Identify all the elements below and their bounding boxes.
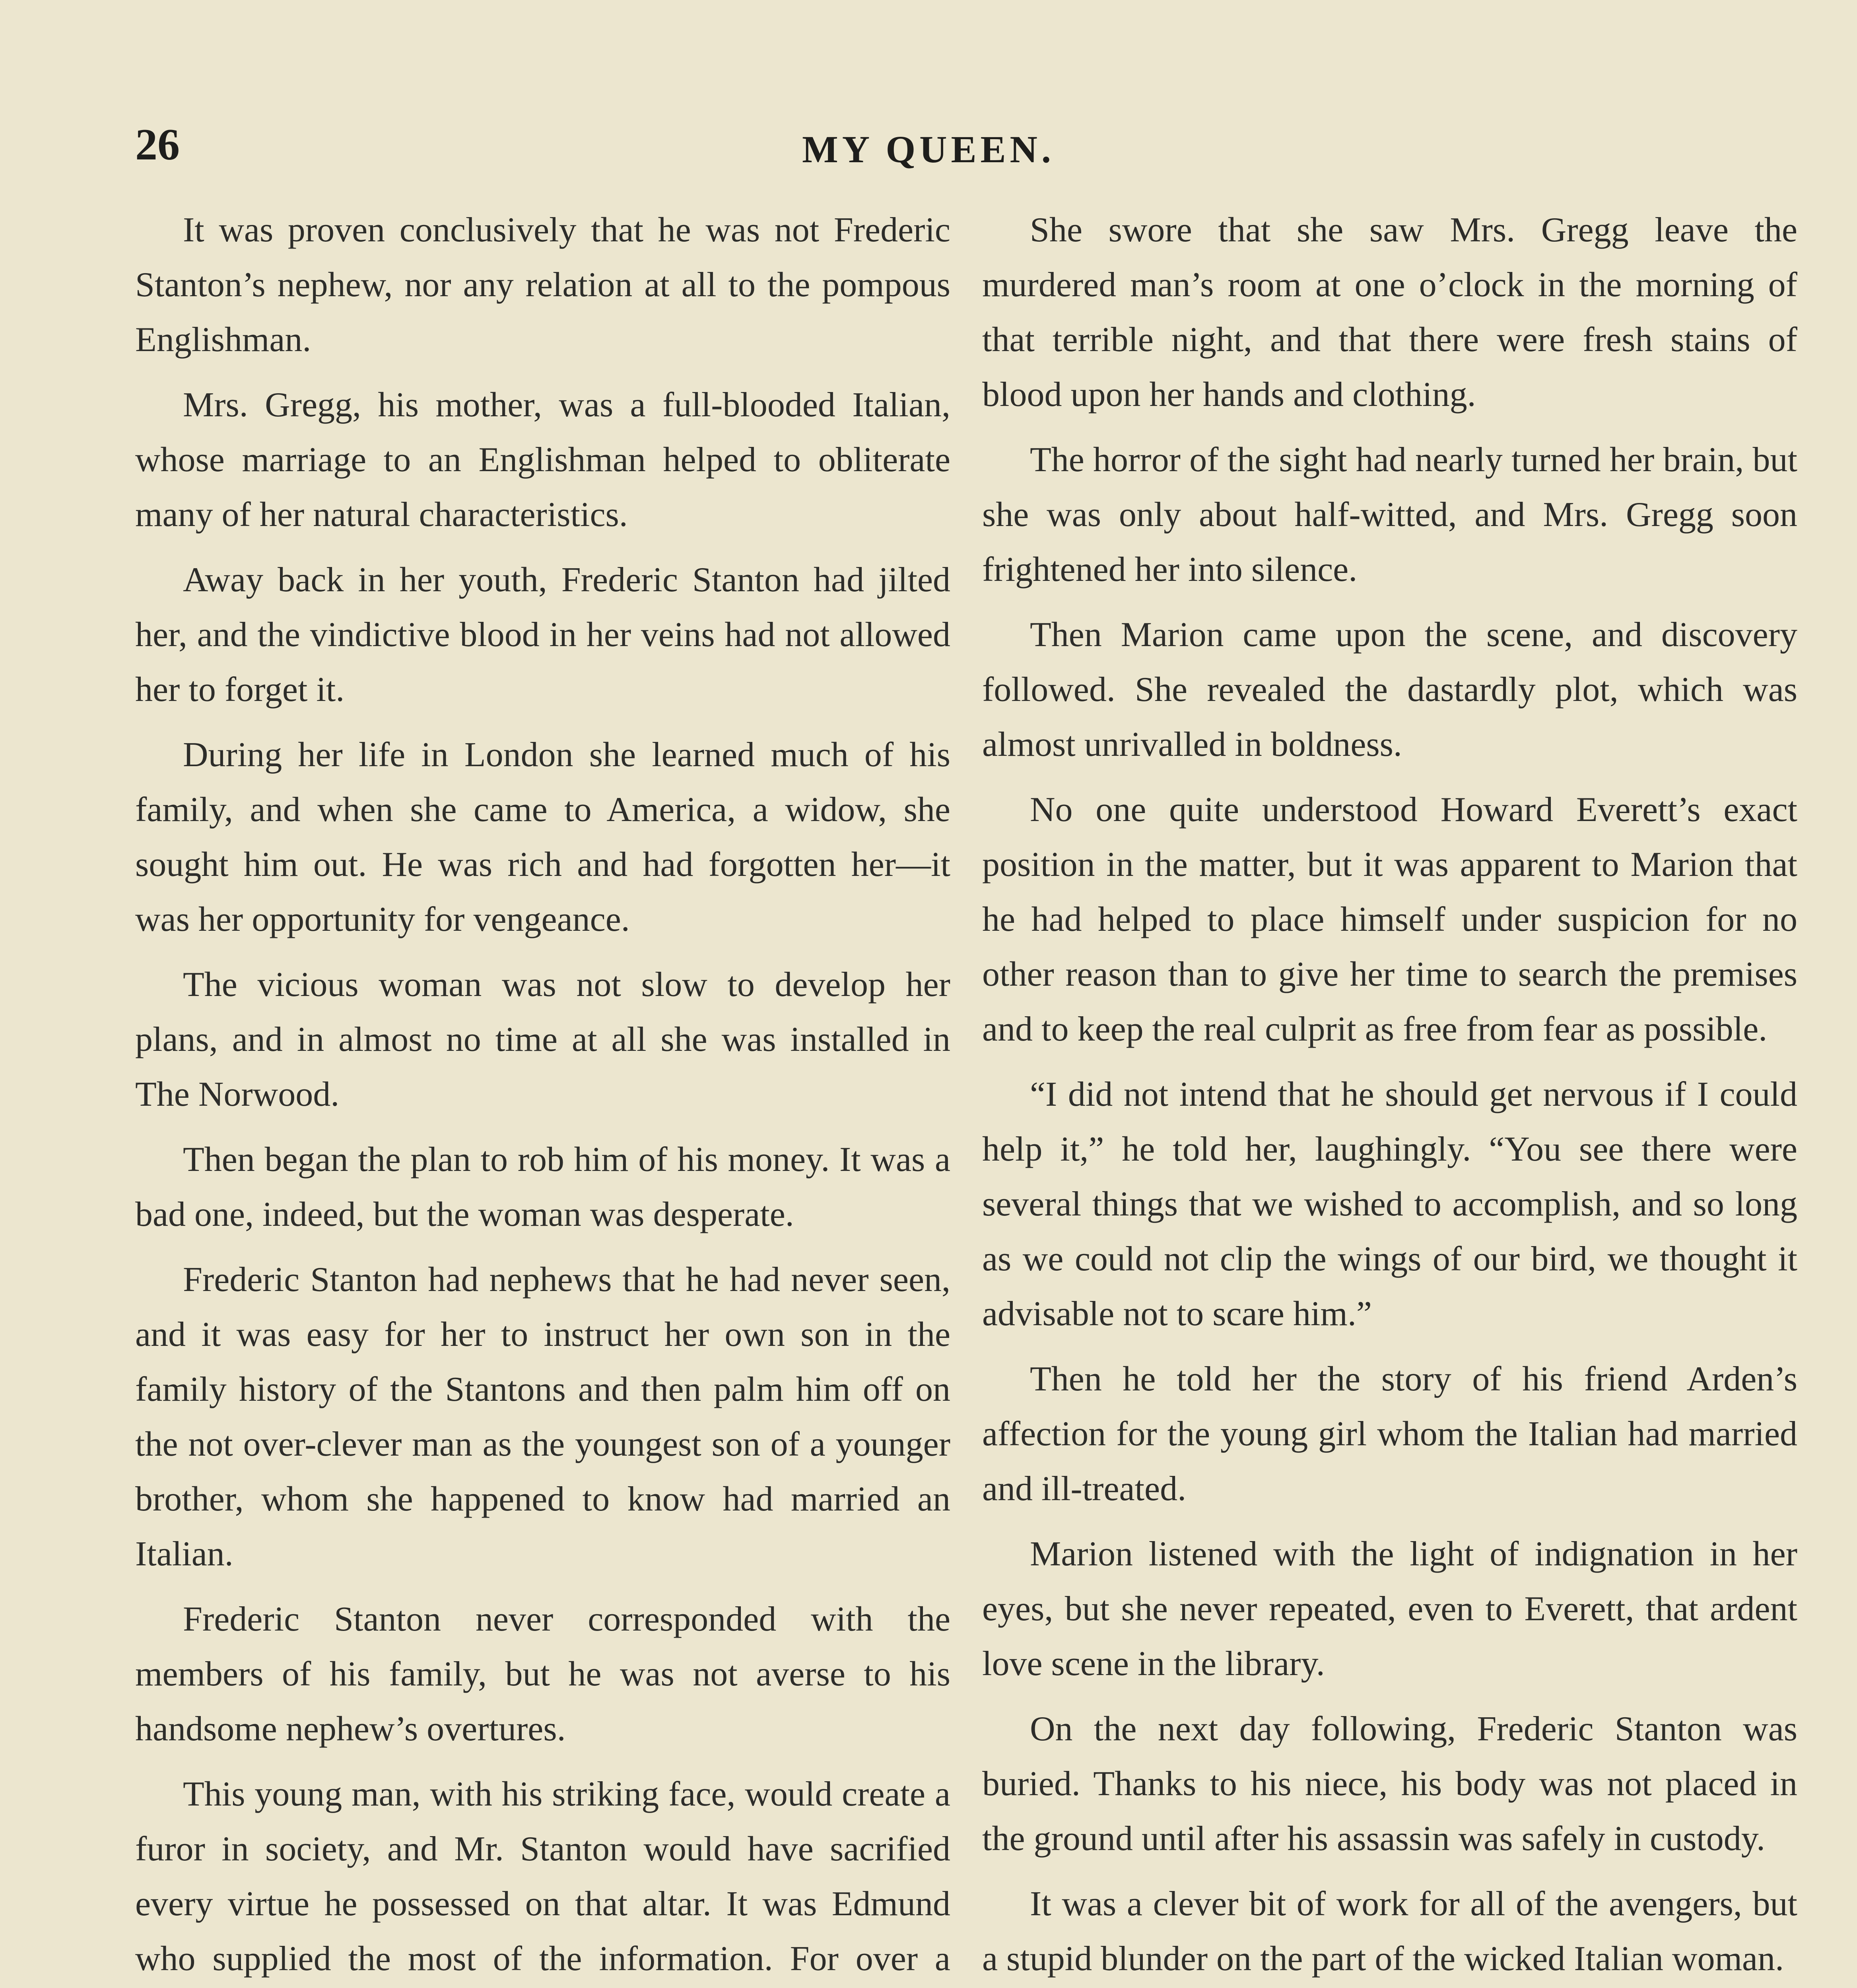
paragraph: The vicious woman was not slow to develop her plans, and in almost no time at all she was installed in The Norwood. <box>135 965 950 1114</box>
paragraph: She swore that she saw Mrs. Gregg leave the murdered man’s room at one o’clock in the morning of that terrible night, and that there were fresh stains of blood upon her hands and clothing. <box>982 211 1797 414</box>
paragraph: This young man, with his striking face, would create a furor in society, and Mr. Stanton would have sacrified every virtue he possessed on that altar. It was Edmund who supplied the most of the information. For over a <box>135 1775 950 1978</box>
page-number: 26 <box>135 120 180 169</box>
paragraph: Mrs. Gregg, his mother, was a full-blooded Italian, whose marriage to an Englishman helped to obliterate many of her natural characteristics. <box>135 386 950 534</box>
paragraph: Frederic Stanton never corresponded with the members of his family, but he was not averse to his handsome nephew’s overtures. <box>135 1600 950 1748</box>
paragraph: Away back in her youth, Frederic Stanton had jilted her, and the vindictive blood in her veins had not allowed her to forget it. <box>135 561 950 709</box>
paragraph: Then Marion came upon the scene, and discovery followed. She revealed the dastardly plot, which was almost unrivalled in boldness. <box>982 615 1797 764</box>
paragraph: Marion listened with the light of indignation in her eyes, but she never repeated, even to Everett, that ardent love scene in the library. <box>982 1535 1797 1683</box>
running-title: MY QUEEN. <box>802 128 1055 171</box>
paragraph: Then began the plan to rob him of his money. It was a bad one, indeed, but the woman was desperate. <box>135 1140 950 1234</box>
right-text-column <box>982 203 1797 1988</box>
paragraph: It was a clever bit of work for all of the avengers, but a stupid blunder on the part of the wicked Italian woman. <box>982 1885 1797 1978</box>
paragraph: On the next day following, Frederic Stanton was buried. Thanks to his niece, his body was not placed in the ground until after his assassin was safely in custody. <box>982 1710 1797 1858</box>
paragraph: Then he told her the story of his friend Arden’s affection for the young girl whom the Italian had married and ill-treated. <box>982 1360 1797 1508</box>
paragraph: Frederic Stanton had nephews that he had never seen, and it was easy for her to instruct her own son in the family history of the Stantons and then palm him off on the not over-clever man as the youngest son of a younger brother, whom she happened to know had married an Italian. <box>135 1260 950 1573</box>
paragraph: “I did not intend that he should get nervous if I could help it,” he told her, laughingly. “You see there were several things that we wished to accomplish, and so long as we could not clip the wings of our bird, we thought it advisable not to scare him.” <box>982 1075 1797 1333</box>
paragraph: During her life in London she learned much of his family, and when she came to America, a widow, she sought him out. He was rich and had forgotten her—it was her opportunity for vengeance. <box>135 736 950 939</box>
paragraph: It was proven conclusively that he was not Frederic Stanton’s nephew, nor any relation at all to the pompous Englishman. <box>135 211 950 359</box>
paragraph: No one quite understood Howard Everett’s exact position in the matter, but it was apparent to Marion that he had helped to place himself under suspicion for no other reason than to give her time to search the premises and to keep the real culprit as free from fear as possible. <box>982 790 1797 1048</box>
left-text-column <box>135 203 950 1988</box>
paragraph: The horror of the sight had nearly turned her brain, but she was only about half-witted, and Mrs. Gregg soon frightened her into silence. <box>982 441 1797 589</box>
